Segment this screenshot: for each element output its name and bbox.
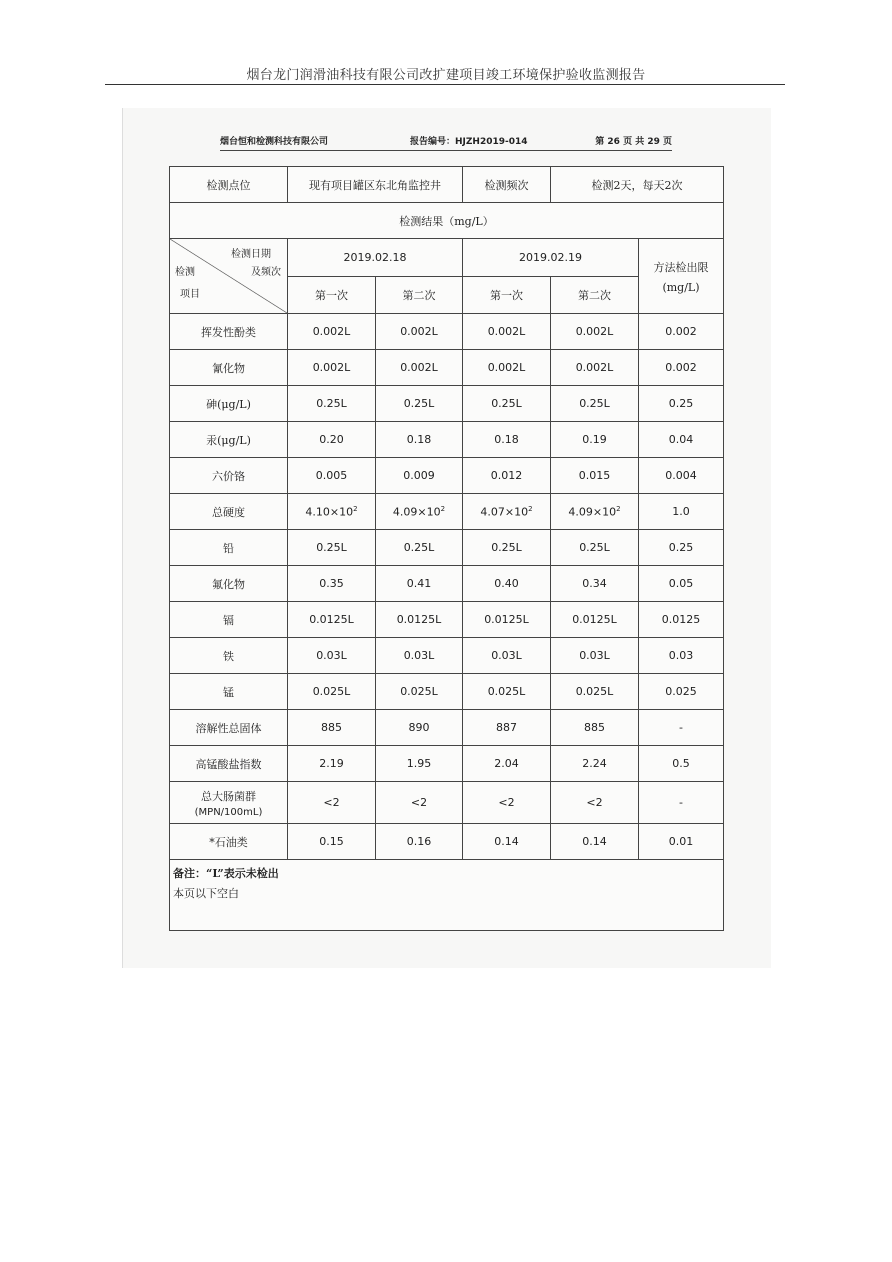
item-name: 镉 [170, 602, 288, 638]
value-cell [376, 494, 463, 530]
table-row [170, 422, 724, 458]
round-3: 第一次 [463, 276, 551, 314]
value-cell: 0.002L [551, 350, 639, 386]
value-cell: 0.03L [376, 638, 463, 674]
results-title: 检测结果（mg/L） [170, 203, 724, 239]
table-row [170, 530, 724, 566]
value-cell: 0.25L [463, 386, 551, 422]
notes-cell [170, 860, 724, 931]
value-cell: <2 [288, 782, 376, 824]
value-cell: 0.015 [551, 458, 639, 494]
value-exponent: 2 [440, 504, 446, 513]
item-name: 挥发性酚类 [170, 314, 288, 350]
value-cell: 0.002L [288, 314, 376, 350]
limit-header-unit: (mg/L) [662, 280, 700, 294]
limit-cell: 0.004 [639, 458, 724, 494]
limit-cell: 0.0125 [639, 602, 724, 638]
value-cell: 0.14 [551, 824, 639, 860]
value-cell: 0.34 [551, 566, 639, 602]
freq-label: 检测频次 [463, 167, 551, 203]
value-exponent: 2 [353, 504, 358, 513]
results-title-row [170, 203, 724, 239]
limit-cell: 0.002 [639, 314, 724, 350]
limit-cell: 0.01 [639, 824, 724, 860]
table-row [170, 566, 724, 602]
value-cell: 0.35 [288, 566, 376, 602]
item-name: 氰化物 [170, 350, 288, 386]
item-name: 铅 [170, 530, 288, 566]
diag-item-label: 项目 [180, 289, 200, 300]
value-cell: 0.03L [463, 638, 551, 674]
value-cell: 0.025L [551, 674, 639, 710]
table-row [170, 824, 724, 860]
limit-cell: 0.04 [639, 422, 724, 458]
table-row [170, 602, 724, 638]
limit-header-title: 方法检出限 [653, 260, 709, 274]
item-name: 总硬度 [170, 494, 288, 530]
value-cell [288, 494, 376, 530]
value-cell: <2 [463, 782, 551, 824]
item-name-line1: 总大肠菌群 [201, 789, 256, 803]
item-name-line2: (MPN/100mL) [194, 806, 263, 818]
limit-cell: 0.002 [639, 350, 724, 386]
round-1: 第一次 [288, 276, 376, 314]
value-mantissa: 4.07×10 [480, 505, 529, 519]
round-2: 第二次 [376, 276, 463, 314]
value-cell: 0.15 [288, 824, 376, 860]
round-4: 第二次 [551, 276, 639, 314]
date-header-row [170, 239, 724, 277]
item-name: 汞(μg/L) [170, 422, 288, 458]
value-cell: 0.025L [376, 674, 463, 710]
value-cell: 0.25L [376, 530, 463, 566]
value-cell: 0.025L [288, 674, 376, 710]
notes-row [170, 860, 724, 931]
item-name: 溶解性总固体 [170, 710, 288, 746]
date-2: 2019.02.19 [463, 239, 639, 277]
value-cell: 0.25L [376, 386, 463, 422]
value-cell: 0.14 [463, 824, 551, 860]
value-cell: 0.03L [288, 638, 376, 674]
value-cell: 0.18 [463, 422, 551, 458]
value-cell: 0.002L [288, 350, 376, 386]
value-cell: 0.25L [288, 530, 376, 566]
value-cell [551, 494, 639, 530]
value-cell: 0.005 [288, 458, 376, 494]
value-cell: 890 [376, 710, 463, 746]
table-row [170, 458, 724, 494]
table-row [170, 638, 724, 674]
info-row [170, 167, 724, 203]
value-cell: 0.0125L [463, 602, 551, 638]
limit-header [639, 239, 724, 314]
value-cell: 1.95 [376, 746, 463, 782]
limit-cell: - [639, 710, 724, 746]
limit-cell: 0.05 [639, 566, 724, 602]
header-rule [105, 84, 785, 85]
value-cell: 0.20 [288, 422, 376, 458]
value-cell: 0.18 [376, 422, 463, 458]
scanned-page [122, 108, 771, 968]
value-cell: 2.19 [288, 746, 376, 782]
diag-test-label: 检测 [175, 267, 195, 278]
point-value: 现有项目罐区东北角监控井 [288, 167, 463, 203]
value-mantissa: 4.10×10 [305, 505, 354, 519]
point-label: 检测点位 [170, 167, 288, 203]
value-cell: 0.40 [463, 566, 551, 602]
value-cell: 0.025L [463, 674, 551, 710]
limit-cell: 0.25 [639, 386, 724, 422]
page-number: 第 26 页 共 29 页 [595, 137, 672, 147]
item-name: 砷(μg/L) [170, 386, 288, 422]
date-1: 2019.02.18 [288, 239, 463, 277]
value-cell: 0.19 [551, 422, 639, 458]
diag-freq-label: 及频次 [251, 267, 281, 278]
value-cell: 0.03L [551, 638, 639, 674]
table-row [170, 386, 724, 422]
value-cell: 0.25L [463, 530, 551, 566]
table-row [170, 494, 724, 530]
value-exponent: 2 [616, 504, 621, 513]
value-cell [463, 494, 551, 530]
limit-cell: 0.025 [639, 674, 724, 710]
item-name: *石油类 [170, 824, 288, 860]
running-header: 烟台龙门润滑油科技有限公司改扩建项目竣工环境保护验收监测报告 [246, 68, 646, 83]
value-cell: 0.012 [463, 458, 551, 494]
item-name: 锰 [170, 674, 288, 710]
notes-blank: 本页以下空白 [173, 887, 239, 900]
limit-cell: 1.0 [639, 494, 724, 530]
table-row [170, 746, 724, 782]
value-cell: 0.25L [551, 530, 639, 566]
limit-cell: 0.5 [639, 746, 724, 782]
value-cell: 885 [288, 710, 376, 746]
scan-header [220, 134, 672, 151]
notes-remark: 备注：“L”表示未检出 [173, 867, 279, 880]
value-cell: 887 [463, 710, 551, 746]
item-name: 高锰酸盐指数 [170, 746, 288, 782]
value-cell: 0.0125L [551, 602, 639, 638]
value-cell: 0.002L [376, 350, 463, 386]
item-name: 六价铬 [170, 458, 288, 494]
freq-value: 检测2天，每天2次 [551, 167, 724, 203]
value-cell: 0.25L [551, 386, 639, 422]
value-cell: <2 [551, 782, 639, 824]
item-name: 铁 [170, 638, 288, 674]
value-cell: 0.009 [376, 458, 463, 494]
value-cell: 2.24 [551, 746, 639, 782]
value-exponent: 2 [528, 504, 533, 513]
table-row [170, 314, 724, 350]
value-mantissa: 4.09×10 [568, 505, 617, 519]
report-number: 报告编号：HJZH2019-014 [410, 137, 528, 147]
table-row [170, 350, 724, 386]
value-cell: 0.0125L [288, 602, 376, 638]
diag-date-label: 检测日期 [231, 249, 271, 260]
lab-name: 烟台恒和检测科技有限公司 [220, 137, 329, 147]
value-cell: 0.25L [288, 386, 376, 422]
limit-cell: 0.25 [639, 530, 724, 566]
item-name [170, 782, 288, 824]
value-cell: 0.002L [463, 314, 551, 350]
value-cell: 0.002L [376, 314, 463, 350]
value-cell: 0.0125L [376, 602, 463, 638]
table-row [170, 710, 724, 746]
value-mantissa: 4.09×10 [392, 505, 441, 519]
limit-cell: - [639, 782, 724, 824]
table-row [170, 674, 724, 710]
value-cell: 0.002L [463, 350, 551, 386]
results-table [169, 166, 724, 931]
value-cell: 0.41 [376, 566, 463, 602]
limit-cell: 0.03 [639, 638, 724, 674]
item-name: 氟化物 [170, 566, 288, 602]
value-cell: 0.002L [551, 314, 639, 350]
value-cell: 0.16 [376, 824, 463, 860]
value-cell: 2.04 [463, 746, 551, 782]
value-cell: 885 [551, 710, 639, 746]
table-row [170, 782, 724, 824]
value-cell: <2 [376, 782, 463, 824]
diagonal-header-cell [170, 239, 288, 314]
